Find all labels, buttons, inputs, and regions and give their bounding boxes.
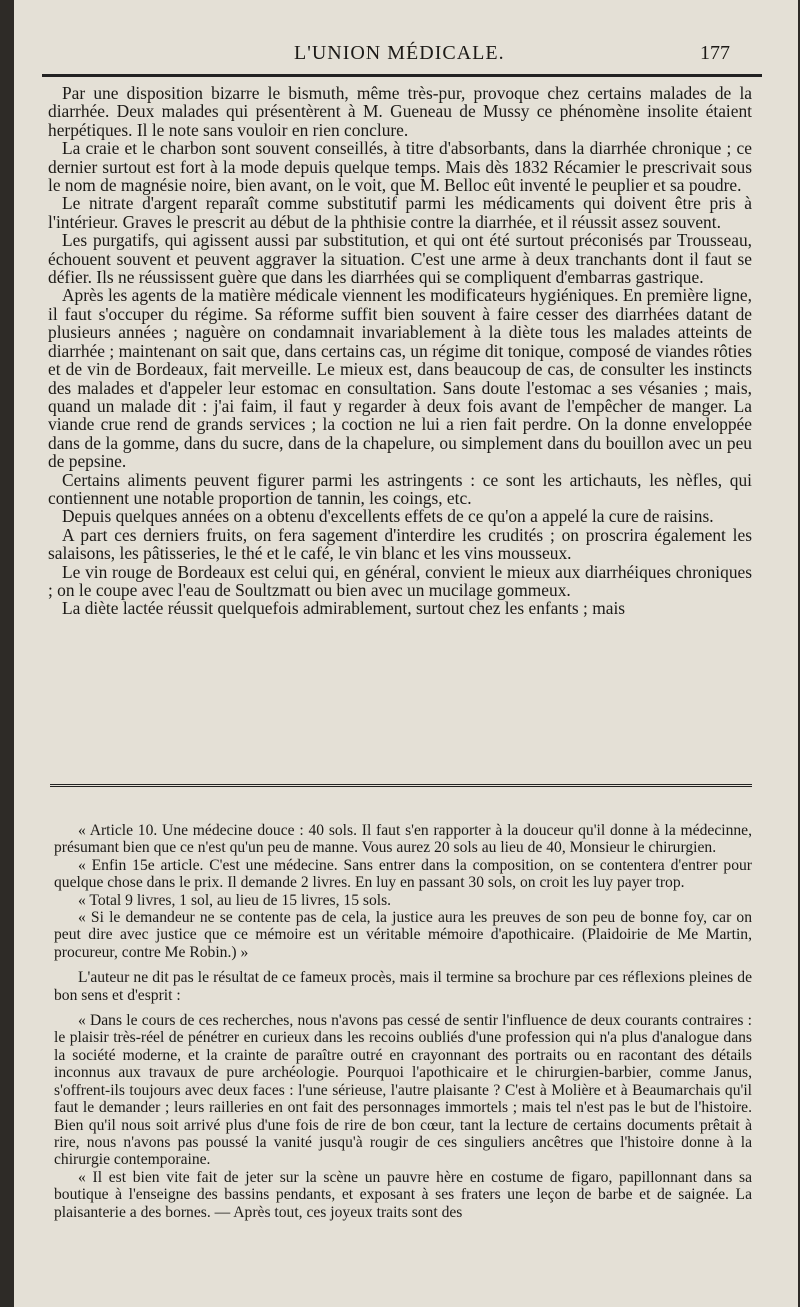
running-header [14,42,798,72]
paragraph: Par une disposition bizarre le bismuth, même très-pur, provoque chez certains malades de la diarrhée. Deux malades qui présentèrent à M. Gueneau de Mussy ce phénomène insolite étaient herpétiques. Il le note sans vouloir en rien conclure. [48,83,752,140]
section-divider [50,784,752,787]
note-paragraph: L'auteur ne dit pas le résultat de ce fameux procès, mais il termine sa brochure par ces réflexions pleines de bon sens et d'esprit : [54,969,752,1004]
note-paragraph: « Dans le cours de ces recherches, nous n'avons pas cessé de sentir l'influence de deux courants contraires : le plaisir très-réel de pénétrer en curieux dans les recoins oubliés d'une profession qui n'a plus d'analogue dans la société moderne, et la crainte de paraître outré en crayonnant des portraits ou en racontant des détails inconnus aux travaux de pure archéologie. Pourquoi l'apothicaire et le chirurgien-barbier, comme Janus, s'offrent-ils toujours avec deux faces : l'une sérieuse, l'autre plaisante ? C'est à Molière et à Beaumarchais qu'il faut le demander ; leurs railleries en ont fait des personnages immortels ; mais tel n'est pas le but de l'histoire. Bien qu'il nous soit arrivé plus d'une fois de rire de bon cœur, tant la lecture de certains documents prêtait à rire, nous n'avons pas poussé la vanité jusqu'à rougir de ces singuliers ancêtres que l'histoire donne à la chirurgie contemporaine. [54,1012,752,1169]
paragraph: A part ces derniers fruits, on fera sagement d'interdire les crudités ; on proscrira également les salaisons, les pâtisseries, le thé et le café, le vin blanc et les vins mousseux. [48,524,752,564]
note-paragraph: « Total 9 livres, 1 sol, au lieu de 15 livres, 15 sols. [78,891,392,909]
note-paragraph: « Il est bien vite fait de jeter sur la scène un pauvre hère en costume de figaro, papillonnant dans sa boutique à l'enseigne des bassins pendants, et exposant à ses fraters une leçon de barbe et de saignée. La plaisanterie a des bornes. — Après tout, ces joyeux traits sont des [54,1168,752,1221]
paragraph: Le vin rouge de Bordeaux est celui qui, en général, convient le mieux aux diarrhéiques chroniques ; on le coupe avec l'eau de Soultzmatt ou bien avec un mucilage gommeux. [48,561,752,600]
book-page [14,0,798,1307]
paragraph: La diète lactée réussit quelquefois admirablement, surtout chez les enfants ; mais [62,598,626,619]
page-number: 177 [700,42,730,64]
header-rule [42,74,762,77]
note-paragraph: « Enfin 15e article. C'est une médecine. Sans entrer dans la composition, on se contentera d'entrer pour quelque chose dans le prix. Il demande 2 livres. En luy en passant 30 sols, on croit les luy payer trop. [54,856,752,892]
paragraph: Les purgatifs, qui agissent aussi par substitution, et qui ont été surtout préconisés par Trousseau, échouent souvent et peuvent aggraver la situation. C'est une arme à deux tranchants dont il faut se défier. Ils ne réussissent guère que dans les diarrhées qui se compliquent d'embarras gastrique. [48,230,752,288]
paragraph: Après les agents de la matière médicale viennent les modificateurs hygiéniques. En première ligne, il faut s'occuper du régime. Sa réforme suffit bien souvent à faire cesser des diarrhées datant de plusieurs années ; naguère on condamnait invariablement à la diète tous les malades atteints de diarrhée ; maintenant on sait que, dans certains cas, un régime dit tonique, composé de viandes rôties et de vin de Bordeaux, fait merveille. Le mieux est, dans beaucoup de cas, de consulter les instincts des malades et d'appeler leur estomac en consultation. Sans doute l'estomac a ses vésanies ; mais, quand un malade dit : j'ai faim, il faut y regarder à deux fois avant de l'empêcher de manger. La viande crue rend de grands services ; la coction ne lui a rien fait perdre. On la donne enveloppée dans de la gomme, dans du sucre, dans de la chapelure, ou simplement dans du bouillon avec un peu de pepsine. [48,285,752,472]
note-paragraph: « Si le demandeur ne se contente pas de cela, la justice aura les preuves de son peu de bonne foy, car on peut dire avec justice que ce mémoire est un véritable mémoire d'apothicaire. (Plaidoirie de Me Martin, procureur, contre Me Robin.) » [54,909,752,961]
main-text [48,84,752,618]
paragraph: La craie et le charbon sont souvent conseillés, à titre d'absorbants, dans la diarrhée chronique ; ce dernier surtout est fort à la mode depuis quelque temps. Mais dès 1832 Récamier le prescrivait sous le nom de magnésie noire, bien avant, on le voit, que M. Belloc eût inventé le peuplier et sa poudre. [48,138,752,196]
journal-title: L'UNION MÉDICALE. [294,42,505,64]
feuilleton-text [54,822,752,1221]
paragraph: Depuis quelques années on a obtenu d'excellents effets de ce qu'on a appelé la cure de raisins. [62,506,714,527]
note-paragraph: « Article 10. Une médecine douce : 40 sols. Il faut s'en rapporter à la douceur qu'il donne à la médecinne, présumant bien que ce n'est qu'un peu de manne. Vous aurez 20 sols au lieu de 40, Monsieur le chirurgien. [54,822,752,857]
paragraph: Certains aliments peuvent figurer parmi les astringents : ce sont les artichauts, les nèfles, qui contiennent une notable proportion de tannin, les coings, etc. [48,469,752,508]
paragraph: Le nitrate d'argent reparaît comme substitutif parmi les médicaments qui doivent être pris à l'intérieur. Graves le prescrit au début de la phthisie contre la diarrhée, et il réussit assez souvent. [48,193,752,232]
